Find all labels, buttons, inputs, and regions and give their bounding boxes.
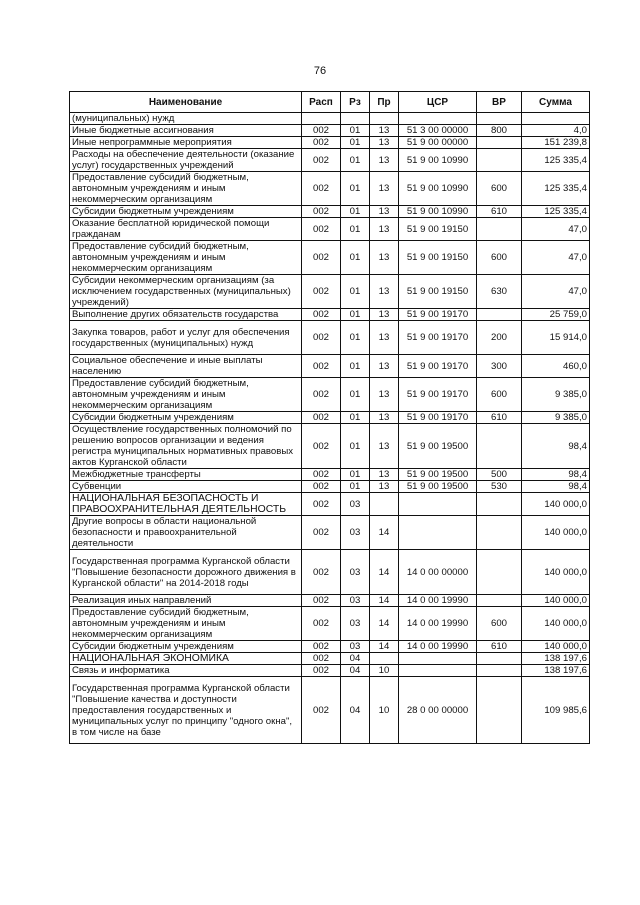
row-csr: 51 9 00 19500: [399, 424, 477, 469]
row-vr: 300: [477, 355, 522, 378]
row-rz: 04: [341, 677, 370, 744]
budget-table: [69, 91, 590, 744]
row-pr: 14: [370, 516, 399, 550]
row-csr: 51 9 00 19170: [399, 412, 477, 424]
row-pr: 13: [370, 321, 399, 355]
row-pr: 10: [370, 665, 399, 677]
row-vr: 610: [477, 641, 522, 653]
row-sum: 47,0: [522, 241, 590, 275]
row-sum: 125 335,4: [522, 206, 590, 218]
row-sum: 98,4: [522, 424, 590, 469]
row-rasp: 002: [302, 206, 341, 218]
row-sum: 140 000,0: [522, 493, 590, 516]
row-pr: [370, 653, 399, 665]
row-name: Осуществление государственных полномочий по решению вопросов организации и ведения регистра муниципальных нормативных правовых актов Курганской области: [70, 424, 302, 469]
row-name: Субсидии бюджетным учреждениям: [70, 412, 302, 424]
row-csr: 51 9 00 00000: [399, 137, 477, 149]
row-rz: 01: [341, 469, 370, 481]
row-pr: 13: [370, 355, 399, 378]
row-rasp: [302, 113, 341, 125]
row-sum: 15 914,0: [522, 321, 590, 355]
row-csr: 51 3 00 00000: [399, 125, 477, 137]
row-rz: 03: [341, 516, 370, 550]
table-row: [70, 469, 590, 481]
row-rasp: 002: [302, 481, 341, 493]
row-sum: 109 985,6: [522, 677, 590, 744]
row-pr: 13: [370, 149, 399, 172]
row-name: Предоставление субсидий бюджетным, автономным учреждениям и иным некоммерческим организациям: [70, 172, 302, 206]
row-csr: 14 0 00 19990: [399, 641, 477, 653]
row-sum: 125 335,4: [522, 149, 590, 172]
row-name: Предоставление субсидий бюджетным, автономным учреждениям и иным некоммерческим организациям: [70, 241, 302, 275]
table-row: [70, 653, 590, 665]
row-sum: 9 385,0: [522, 412, 590, 424]
row-vr: [477, 516, 522, 550]
row-name: Расходы на обеспечение деятельности (оказание услуг) государственных учреждений: [70, 149, 302, 172]
table-row: [70, 172, 590, 206]
row-pr: 13: [370, 218, 399, 241]
row-rasp: 002: [302, 493, 341, 516]
table-row: [70, 607, 590, 641]
row-vr: [477, 309, 522, 321]
row-csr: 51 9 00 19170: [399, 378, 477, 412]
row-csr: 51 9 00 19150: [399, 218, 477, 241]
row-rasp: 002: [302, 607, 341, 641]
row-sum: 138 197,6: [522, 653, 590, 665]
row-sum: [522, 113, 590, 125]
row-vr: [477, 653, 522, 665]
row-rasp: 002: [302, 218, 341, 241]
row-name: (муниципальных) нужд: [70, 113, 302, 125]
row-csr: 51 9 00 19500: [399, 481, 477, 493]
row-rasp: 002: [302, 677, 341, 744]
row-sum: 140 000,0: [522, 550, 590, 595]
row-rz: 01: [341, 481, 370, 493]
row-vr: [477, 550, 522, 595]
page-number: 76: [313, 65, 327, 77]
table-row: [70, 412, 590, 424]
header-vr: ВР: [477, 92, 522, 113]
row-csr: 28 0 00 00000: [399, 677, 477, 744]
row-rz: 01: [341, 412, 370, 424]
row-sum: 140 000,0: [522, 607, 590, 641]
row-rasp: 002: [302, 149, 341, 172]
row-pr: 13: [370, 309, 399, 321]
row-pr: 13: [370, 206, 399, 218]
row-pr: 13: [370, 424, 399, 469]
table-row: [70, 677, 590, 744]
row-sum: 140 000,0: [522, 595, 590, 607]
row-sum: 47,0: [522, 218, 590, 241]
table-row: [70, 125, 590, 137]
row-rasp: 002: [302, 653, 341, 665]
row-pr: [370, 493, 399, 516]
row-rasp: 002: [302, 355, 341, 378]
row-csr: 51 9 00 19500: [399, 469, 477, 481]
row-rasp: 002: [302, 241, 341, 275]
row-vr: 610: [477, 412, 522, 424]
table-row: [70, 378, 590, 412]
table-row: [70, 218, 590, 241]
row-vr: 600: [477, 378, 522, 412]
row-pr: 10: [370, 677, 399, 744]
table-row: [70, 595, 590, 607]
row-pr: 13: [370, 412, 399, 424]
row-vr: [477, 424, 522, 469]
row-name: Субвенции: [70, 481, 302, 493]
table-row: [70, 493, 590, 516]
row-pr: 13: [370, 125, 399, 137]
row-rz: 03: [341, 641, 370, 653]
table-header-row: [70, 92, 590, 113]
row-csr: 51 9 00 19170: [399, 355, 477, 378]
row-rasp: 002: [302, 378, 341, 412]
row-rz: 01: [341, 424, 370, 469]
row-name: Предоставление субсидий бюджетным, автономным учреждениям и иным некоммерческим организациям: [70, 378, 302, 412]
table-row: [70, 321, 590, 355]
row-csr: 51 9 00 19150: [399, 241, 477, 275]
row-csr: 14 0 00 19990: [399, 607, 477, 641]
row-rasp: 002: [302, 275, 341, 309]
row-rz: 01: [341, 137, 370, 149]
row-csr: 51 9 00 10990: [399, 149, 477, 172]
table-row: [70, 665, 590, 677]
row-pr: 14: [370, 595, 399, 607]
row-sum: 151 239,8: [522, 137, 590, 149]
row-sum: 140 000,0: [522, 641, 590, 653]
row-rz: 03: [341, 607, 370, 641]
row-pr: 13: [370, 172, 399, 206]
row-csr: [399, 516, 477, 550]
row-pr: 14: [370, 641, 399, 653]
row-name: Государственная программа Курганской области "Повышение качества и доступности предоставления государственных и муниципальных услуг по принципу "одного окна", в том числе на базе: [70, 677, 302, 744]
row-rz: 01: [341, 275, 370, 309]
row-csr: 14 0 00 00000: [399, 550, 477, 595]
row-csr: 51 9 00 10990: [399, 206, 477, 218]
row-vr: [477, 493, 522, 516]
row-sum: 4,0: [522, 125, 590, 137]
row-csr: 51 9 00 19150: [399, 275, 477, 309]
row-name: Государственная программа Курганской области "Повышение безопасности дорожного движения в Курганской области" на 2014-2018 годы: [70, 550, 302, 595]
row-vr: [477, 665, 522, 677]
table-row: [70, 355, 590, 378]
row-rz: 01: [341, 355, 370, 378]
row-pr: 13: [370, 275, 399, 309]
row-rasp: 002: [302, 172, 341, 206]
header-rasp: Расп: [302, 92, 341, 113]
row-pr: 14: [370, 607, 399, 641]
row-vr: 610: [477, 206, 522, 218]
header-csr: ЦСР: [399, 92, 477, 113]
row-sum: 140 000,0: [522, 516, 590, 550]
table-row: [70, 309, 590, 321]
row-rasp: 002: [302, 595, 341, 607]
row-csr: [399, 665, 477, 677]
row-vr: 600: [477, 241, 522, 275]
row-vr: [477, 137, 522, 149]
table-row: [70, 424, 590, 469]
row-vr: [477, 595, 522, 607]
table-row: [70, 113, 590, 125]
row-rz: 01: [341, 172, 370, 206]
row-rz: 04: [341, 665, 370, 677]
row-vr: [477, 677, 522, 744]
row-name: Выполнение других обязательств государства: [70, 309, 302, 321]
row-name: Связь и информатика: [70, 665, 302, 677]
row-pr: 13: [370, 378, 399, 412]
table-row: [70, 481, 590, 493]
row-rz: 01: [341, 321, 370, 355]
row-csr: 51 9 00 19170: [399, 321, 477, 355]
table-row: [70, 149, 590, 172]
header-pr: Пр: [370, 92, 399, 113]
row-rz: 01: [341, 241, 370, 275]
row-csr: [399, 493, 477, 516]
row-rasp: 002: [302, 516, 341, 550]
row-vr: 530: [477, 481, 522, 493]
header-sum: Сумма: [522, 92, 590, 113]
row-pr: 13: [370, 481, 399, 493]
row-sum: 460,0: [522, 355, 590, 378]
row-rasp: 002: [302, 137, 341, 149]
table-row: [70, 206, 590, 218]
table-row: [70, 641, 590, 653]
row-rasp: 002: [302, 550, 341, 595]
row-name: НАЦИОНАЛЬНАЯ БЕЗОПАСНОСТЬ И ПРАВООХРАНИТЕЛЬНАЯ ДЕЯТЕЛЬНОСТЬ: [70, 493, 302, 516]
table-row: [70, 137, 590, 149]
row-rasp: 002: [302, 424, 341, 469]
row-name: Оказание бесплатной юридической помощи гражданам: [70, 218, 302, 241]
row-rz: 01: [341, 206, 370, 218]
row-rasp: 002: [302, 665, 341, 677]
row-vr: 800: [477, 125, 522, 137]
row-name: Закупка товаров, работ и услуг для обеспечения государственных (муниципальных) нужд: [70, 321, 302, 355]
row-sum: 125 335,4: [522, 172, 590, 206]
row-csr: [399, 113, 477, 125]
row-vr: 600: [477, 607, 522, 641]
row-rz: 01: [341, 218, 370, 241]
row-csr: 51 9 00 19170: [399, 309, 477, 321]
header-name: Наименование: [70, 92, 302, 113]
row-rasp: 002: [302, 125, 341, 137]
table-row: [70, 550, 590, 595]
table-row: [70, 241, 590, 275]
row-sum: 9 385,0: [522, 378, 590, 412]
row-name: Предоставление субсидий бюджетным, автономным учреждениям и иным некоммерческим организациям: [70, 607, 302, 641]
row-vr: 630: [477, 275, 522, 309]
row-rz: 01: [341, 309, 370, 321]
row-rz: 01: [341, 149, 370, 172]
row-rz: 03: [341, 595, 370, 607]
row-rz: 04: [341, 653, 370, 665]
row-rasp: 002: [302, 641, 341, 653]
row-csr: [399, 653, 477, 665]
row-rasp: 002: [302, 309, 341, 321]
row-rasp: 002: [302, 469, 341, 481]
row-vr: [477, 113, 522, 125]
row-vr: 500: [477, 469, 522, 481]
row-pr: 13: [370, 241, 399, 275]
row-name: Иные бюджетные ассигнования: [70, 125, 302, 137]
row-vr: [477, 149, 522, 172]
row-name: Иные непрограммные мероприятия: [70, 137, 302, 149]
table-row: [70, 275, 590, 309]
row-pr: 14: [370, 550, 399, 595]
row-sum: 98,4: [522, 481, 590, 493]
row-pr: 13: [370, 137, 399, 149]
row-vr: 200: [477, 321, 522, 355]
row-rz: 03: [341, 550, 370, 595]
row-csr: 14 0 00 19990: [399, 595, 477, 607]
row-name: Субсидии бюджетным учреждениям: [70, 206, 302, 218]
row-rasp: 002: [302, 412, 341, 424]
row-vr: 600: [477, 172, 522, 206]
row-name: НАЦИОНАЛЬНАЯ ЭКОНОМИКА: [70, 653, 302, 665]
row-rz: [341, 113, 370, 125]
row-name: Реализация иных направлений: [70, 595, 302, 607]
row-csr: 51 9 00 10990: [399, 172, 477, 206]
row-sum: 98,4: [522, 469, 590, 481]
row-rasp: 002: [302, 321, 341, 355]
row-rz: 01: [341, 125, 370, 137]
row-rz: 01: [341, 378, 370, 412]
row-rz: 03: [341, 493, 370, 516]
row-name: Социальное обеспечение и иные выплаты населению: [70, 355, 302, 378]
row-name: Субсидии некоммерческим организациям (за исключением государственных (муниципальных) учреждений): [70, 275, 302, 309]
row-vr: [477, 218, 522, 241]
row-name: Межбюджетные трансферты: [70, 469, 302, 481]
row-pr: [370, 113, 399, 125]
row-name: Субсидии бюджетным учреждениям: [70, 641, 302, 653]
table-row: [70, 516, 590, 550]
row-sum: 47,0: [522, 275, 590, 309]
row-sum: 138 197,6: [522, 665, 590, 677]
row-sum: 25 759,0: [522, 309, 590, 321]
header-rz: Рз: [341, 92, 370, 113]
row-name: Другие вопросы в области национальной безопасности и правоохранительной деятельности: [70, 516, 302, 550]
row-pr: 13: [370, 469, 399, 481]
